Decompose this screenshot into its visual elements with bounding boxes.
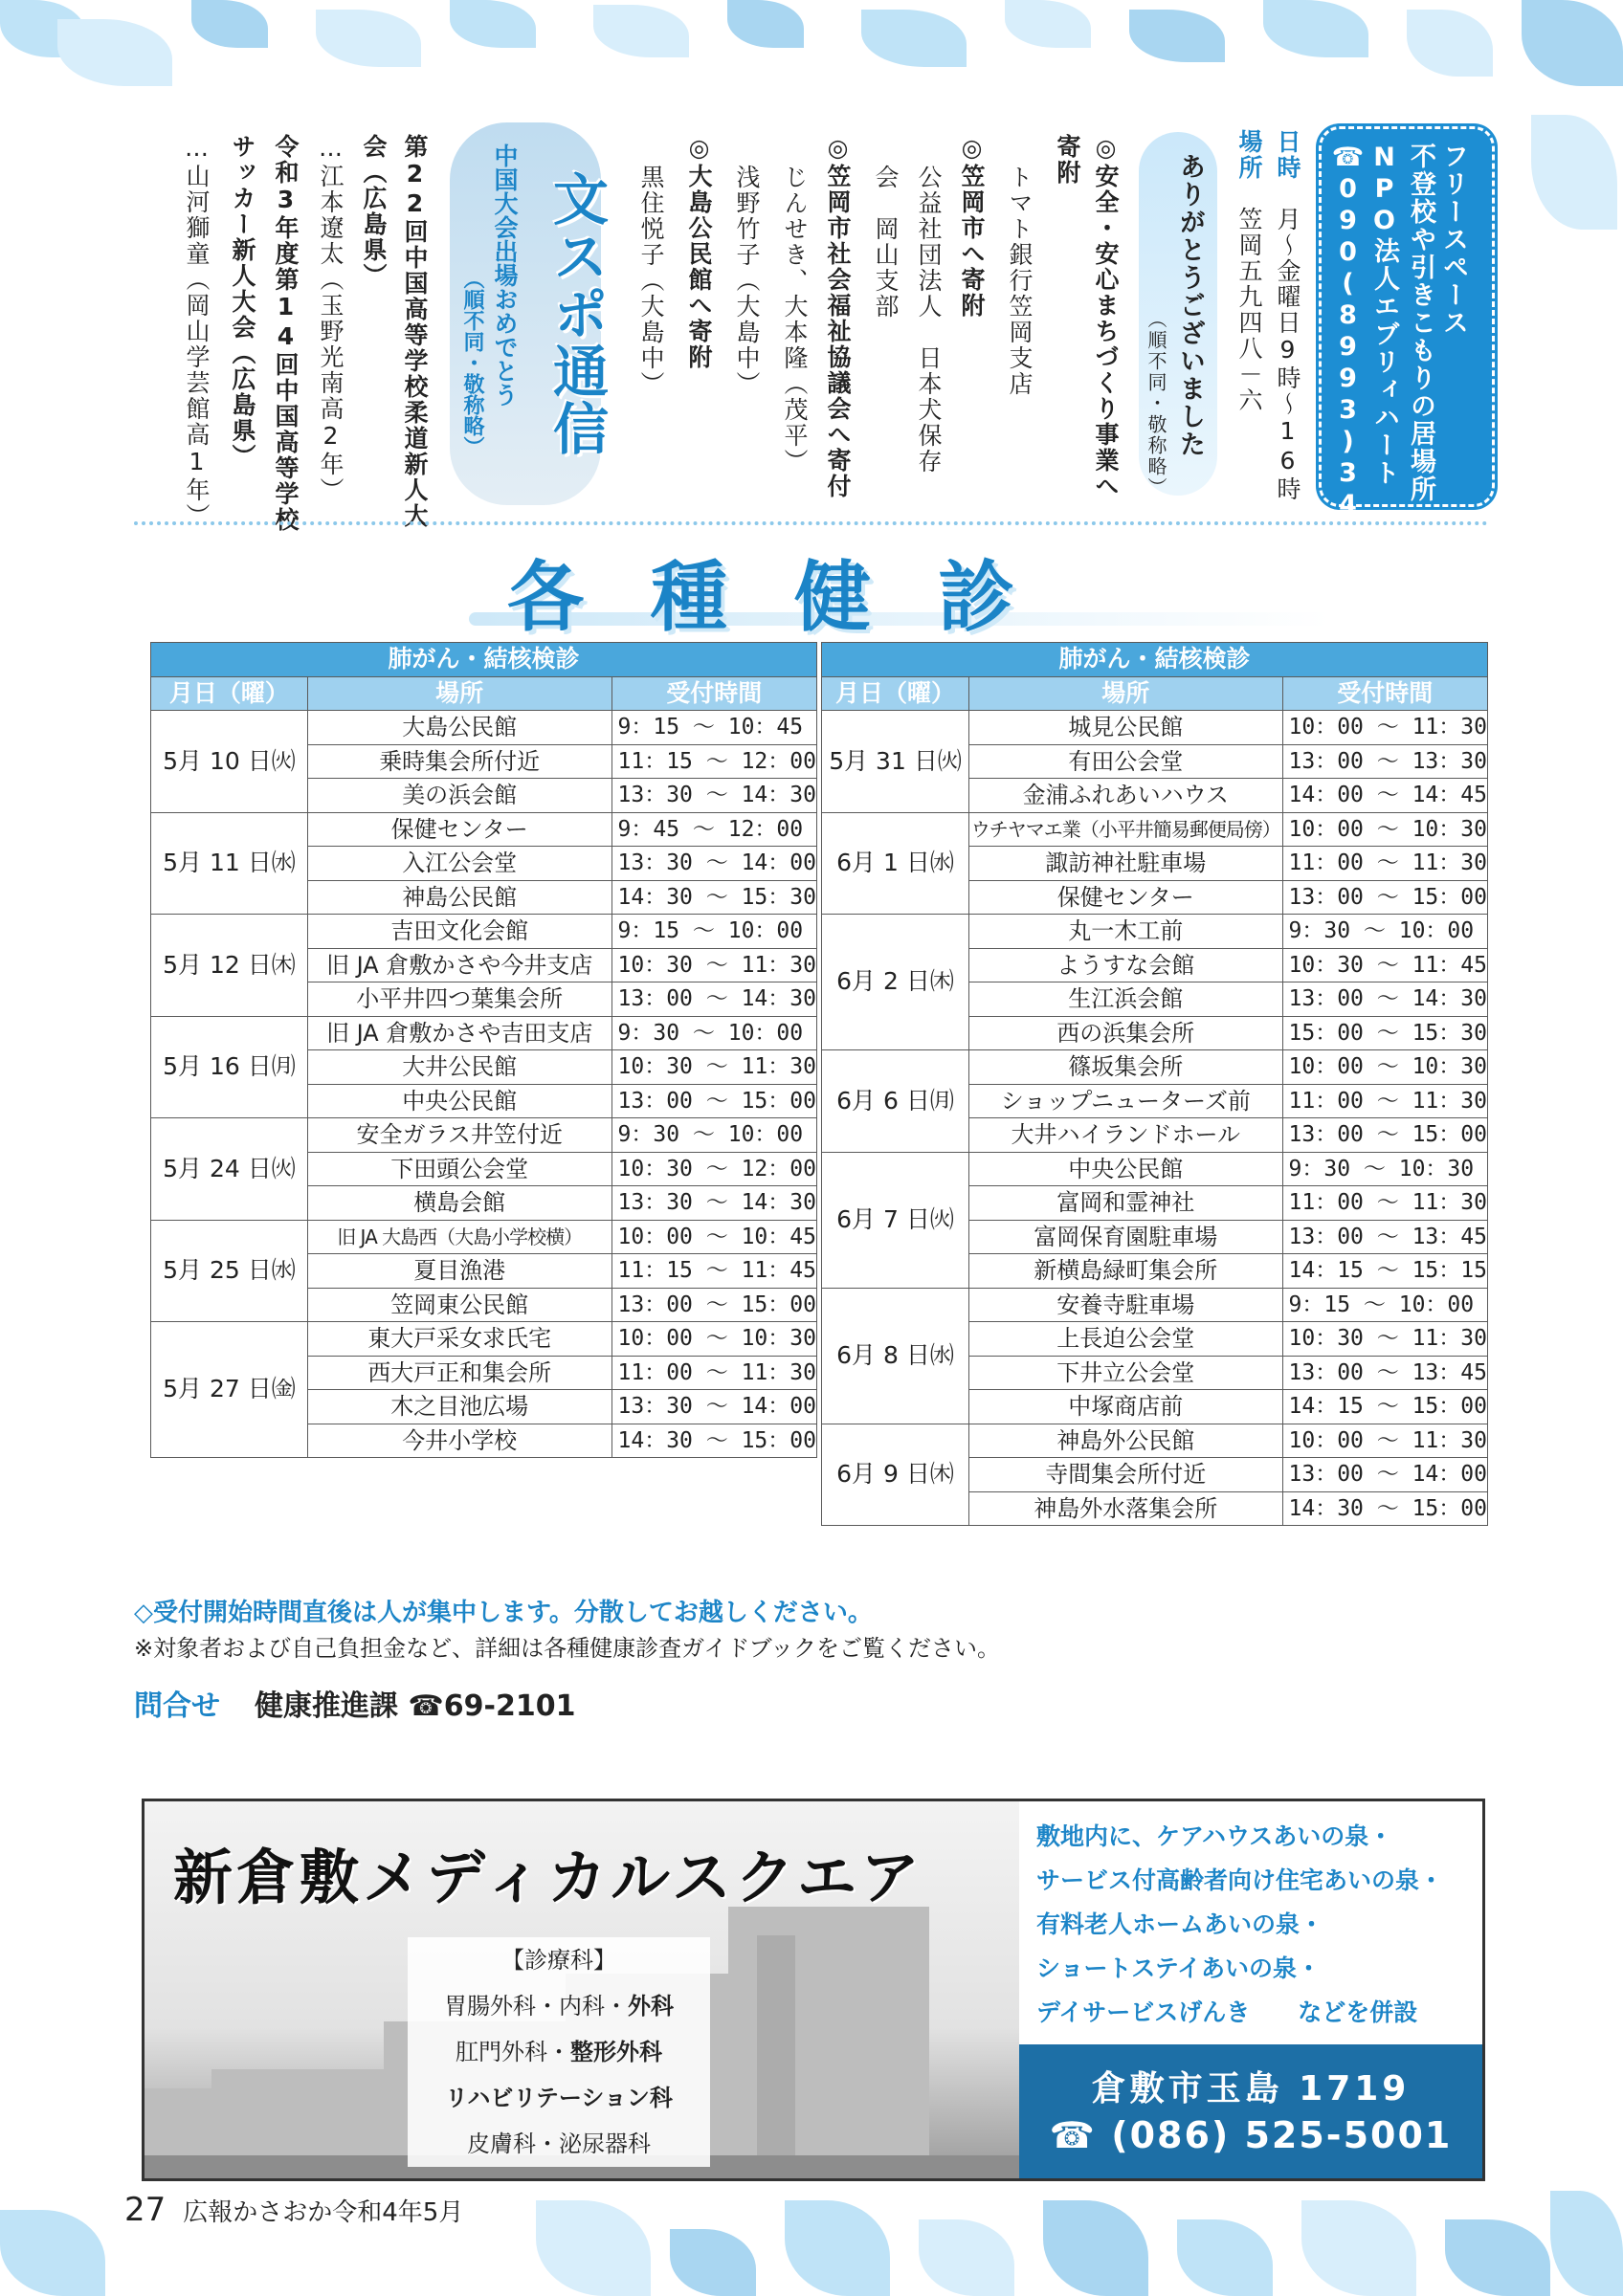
facility-item: ショートステイあいの泉・ xyxy=(1036,1954,1322,1982)
donor-1: トマト銀行笠岡支店 xyxy=(1006,165,1034,397)
clinic-phone: ☎ (086) 525-5001 xyxy=(1049,2114,1453,2156)
time-cell: 10：00 ～ 10：45 xyxy=(611,1220,817,1254)
table-row xyxy=(822,1288,1488,1322)
date-cell: 5月 11 日㈬ xyxy=(151,812,308,915)
time-cell: 13：00 ～ 15：00 xyxy=(611,1084,817,1118)
place-cell: 下田頭公会堂 xyxy=(307,1152,611,1186)
bunspo-subtitle: 中国大会出場おめでとう xyxy=(491,144,519,407)
department-line-4: 皮膚科・泌尿器科 xyxy=(467,2130,651,2157)
table-row xyxy=(822,915,1488,949)
date-cell: 5月 12 日㈭ xyxy=(151,915,308,1017)
section-divider xyxy=(134,521,1488,525)
time-cell: 13：00 ～ 13：45 xyxy=(1282,1220,1488,1254)
npo-free-space: フリースペース xyxy=(1438,143,1468,337)
place-cell: 木之目池広場 xyxy=(307,1390,611,1424)
place-cell: 美の浜会館 xyxy=(307,779,611,813)
table-row xyxy=(822,711,1488,745)
time-cell: 13：00 ～ 15：00 xyxy=(1282,880,1488,915)
inquiry-label: 問合せ xyxy=(134,1689,220,1723)
page-footer xyxy=(124,2191,463,2229)
column-header-date: 月日（曜） xyxy=(822,676,969,711)
place-cell: 横島会館 xyxy=(307,1186,611,1221)
place-cell: 上長迫公会堂 xyxy=(969,1322,1282,1357)
place-cell: 乗時集会所付近 xyxy=(307,744,611,779)
place-cell: 保健センター xyxy=(307,812,611,847)
npo-phone: ☎090(8993)3480 xyxy=(1333,143,1363,585)
bunspo-event-2b: サッカー新人大会（広島県） xyxy=(229,134,256,470)
clinic-address: 倉敷市玉島 1719 xyxy=(1091,2069,1411,2108)
place-cell: 新横島緑町集会所 xyxy=(969,1254,1282,1289)
time-cell: 10：00 ～ 10：30 xyxy=(1282,812,1488,847)
time-cell: 11：00 ～ 11：30 xyxy=(611,1356,817,1390)
thanks-note: （順不同・敬称略） xyxy=(1145,309,1167,498)
place-cell: 神島外水落集会所 xyxy=(969,1491,1282,1526)
column-header-date: 月日（曜） xyxy=(151,676,308,711)
place-cell: 保健センター xyxy=(969,880,1282,915)
donor-5: 黒住悦子（大島中） xyxy=(637,165,665,397)
place-cell: 中塚商店前 xyxy=(969,1390,1282,1424)
time-cell: 9：30 ～ 10：00 xyxy=(611,1118,817,1153)
clinic-name: 新倉敷メディカルスクエア xyxy=(173,1843,923,1912)
time-cell: 13：00 ～ 15：00 xyxy=(1282,1118,1488,1153)
schedule-table-left xyxy=(150,642,817,1458)
donation-header-4: ◎大島公民館へ寄附 xyxy=(685,134,713,370)
time-cell: 13：30 ～ 14：00 xyxy=(611,1390,817,1424)
table-row xyxy=(151,812,817,847)
place-cell: ショップニューターズ前 xyxy=(969,1084,1282,1118)
time-cell: 9：15 ～ 10：00 xyxy=(1282,1288,1488,1322)
place-cell: 城見公民館 xyxy=(969,711,1282,745)
department-title: 【診療科】 xyxy=(501,1947,616,1974)
place-cell: 大井公民館 xyxy=(307,1050,611,1085)
place-cell: 小平井四つ葉集会所 xyxy=(307,982,611,1017)
time-cell: 9：15 ～ 10：45 xyxy=(611,711,817,745)
place-cell: 安養寺駐車場 xyxy=(969,1288,1282,1322)
kenshin-title: 各種健診 xyxy=(507,553,1081,642)
contact-box xyxy=(1019,2044,1482,2178)
table-section-title: 肺がん・結核検診 xyxy=(822,643,1488,677)
time-cell: 11：00 ～ 11：30 xyxy=(1282,847,1488,881)
time-cell: 13：30 ～ 14：30 xyxy=(611,779,817,813)
table-row xyxy=(151,1220,817,1254)
time-cell: 11：00 ～ 11：30 xyxy=(1282,1186,1488,1221)
time-cell: 9：30 ～ 10：00 xyxy=(611,1016,817,1050)
bunspo-athlete-2: …山河獅童（岡山学芸館高1年） xyxy=(183,134,211,529)
place-cell: 有田公会堂 xyxy=(969,744,1282,779)
place-cell: 下井立公会堂 xyxy=(969,1356,1282,1390)
npo-description: 不登校や引きこもりの居場所 xyxy=(1406,143,1435,503)
time-cell: 9：45 ～ 12：00 xyxy=(611,812,817,847)
department-line-2: 肛門外科・整形外科 xyxy=(456,2039,662,2065)
time-cell: 13：00 ～ 14：30 xyxy=(611,982,817,1017)
date-cell: 6月 6 日㈪ xyxy=(822,1050,969,1153)
column-header-place: 場所 xyxy=(969,676,1282,711)
place-cell: 富岡保育園駐車場 xyxy=(969,1220,1282,1254)
place-cell: 旧 JA 倉敷かさや今井支店 xyxy=(307,948,611,982)
inquiry-contact: 健康推進課 ☎69-2101 xyxy=(255,1689,576,1723)
time-cell: 10：30 ～ 12：00 xyxy=(611,1152,817,1186)
date-cell: 5月 10 日㈫ xyxy=(151,711,308,813)
place-cell: 旧 JA 倉敷かさや吉田支店 xyxy=(307,1016,611,1050)
date-cell: 6月 8 日㈬ xyxy=(822,1288,969,1424)
place-cell: 東大戸采女求氏宅 xyxy=(307,1322,611,1357)
table-row xyxy=(822,1424,1488,1458)
time-cell: 10：30 ～ 11：45 xyxy=(1282,948,1488,982)
date-cell: 5月 16 日㈪ xyxy=(151,1016,308,1118)
schedule-time: 日時 月～金曜日9時～16時 xyxy=(1274,129,1301,502)
donor-2b: 会 岡山支部 xyxy=(872,165,900,320)
time-cell: 13：00 ～ 15：00 xyxy=(611,1288,817,1322)
time-cell: 14：00 ～ 14：45 xyxy=(1282,779,1488,813)
time-cell: 9：15 ～ 10：00 xyxy=(611,915,817,949)
time-cell: 10：00 ～ 10：30 xyxy=(611,1322,817,1357)
inquiry xyxy=(134,1682,576,1724)
guidebook-notice: ※対象者および自己負担金など、詳細は各種健康診査ガイドブックをご覧ください。 xyxy=(134,1635,1000,1662)
time-cell: 10：30 ～ 11：30 xyxy=(611,948,817,982)
facility-item: 敷地内に、ケアハウスあいの泉・ xyxy=(1036,1822,1393,1850)
time-cell: 14：30 ～ 15：00 xyxy=(1282,1491,1488,1526)
place-cell: 中央公民館 xyxy=(307,1084,611,1118)
facility-item: デイサービスげんき などを併設 xyxy=(1036,1998,1418,2026)
date-cell: 5月 31 日㈫ xyxy=(822,711,969,813)
place-cell: 丸一木工前 xyxy=(969,915,1282,949)
time-cell: 14：30 ～ 15：00 xyxy=(611,1424,817,1458)
donor-2: 公益社団法人 日本犬保存 xyxy=(915,165,943,475)
time-cell: 10：00 ～ 11：30 xyxy=(1282,711,1488,745)
time-cell: 13：00 ～ 13：45 xyxy=(1282,1356,1488,1390)
advertisement xyxy=(142,1799,1485,2181)
table-row xyxy=(151,915,817,949)
bunspo-note: （順不同・敬称略） xyxy=(460,268,484,457)
schedule-table-right xyxy=(821,642,1488,1526)
place-cell: 今井小学校 xyxy=(307,1424,611,1458)
donor-4: 浅野竹子（大島中） xyxy=(733,165,761,397)
time-cell: 9：30 ～ 10：00 xyxy=(1282,915,1488,949)
schedule-place: 場所 笠岡五九四八－六 xyxy=(1235,129,1263,413)
table-row xyxy=(822,1050,1488,1085)
thanks-title: ありがとうございました xyxy=(1175,153,1205,458)
time-cell: 14：15 ～ 15：15 xyxy=(1282,1254,1488,1289)
place-cell: 神島公民館 xyxy=(307,880,611,915)
time-cell: 10：30 ～ 11：30 xyxy=(1282,1322,1488,1357)
column-header-time: 受付時間 xyxy=(1282,676,1488,711)
bunspo-event-1b: 会（広島県） xyxy=(360,134,388,289)
thanks-pill xyxy=(1139,132,1217,496)
place-cell: 篠坂集会所 xyxy=(969,1050,1282,1085)
place-cell: 金浦ふれあいハウス xyxy=(969,779,1282,813)
place-cell: 生江浜会館 xyxy=(969,982,1282,1017)
bunspo-event-1: 第22回中国高等学校柔道新人大 xyxy=(401,134,429,529)
date-cell: 5月 27 日㈮ xyxy=(151,1322,308,1458)
facility-item: サービス付高齢者向け住宅あいの泉・ xyxy=(1036,1866,1444,1894)
page-number: 27 xyxy=(124,2191,167,2229)
time-cell: 13：00 ～ 14：30 xyxy=(1282,982,1488,1017)
date-cell: 5月 24 日㈫ xyxy=(151,1118,308,1221)
department-line-3: リハビリテーション科 xyxy=(445,2085,673,2111)
table-row xyxy=(151,711,817,745)
donation-header-1: ◎安全・安心まちづくり事業へ xyxy=(1092,134,1120,499)
place-cell: 夏目漁港 xyxy=(307,1254,611,1289)
bunspo-event-2: 令和3年度第14回中国高等学校 xyxy=(272,134,300,533)
npo-name: NPO法人エブリィハート xyxy=(1369,143,1399,487)
time-cell: 14：15 ～ 15：00 xyxy=(1282,1390,1488,1424)
table-row xyxy=(151,1118,817,1153)
time-cell: 13：00 ～ 14：00 xyxy=(1282,1458,1488,1492)
place-cell: 中央公民館 xyxy=(969,1152,1282,1186)
place-cell: 笠岡東公民館 xyxy=(307,1288,611,1322)
place-cell: 吉田文化会館 xyxy=(307,915,611,949)
time-cell: 10：00 ～ 11：30 xyxy=(1282,1424,1488,1458)
time-cell: 13：30 ～ 14：30 xyxy=(611,1186,817,1221)
time-cell: 11：15 ～ 12：00 xyxy=(611,744,817,779)
date-cell: 6月 7 日㈫ xyxy=(822,1152,969,1288)
place-cell: ウチヤマエ業（小平井簡易郵便局傍） xyxy=(969,812,1282,847)
date-cell: 6月 1 日㈬ xyxy=(822,812,969,915)
department-box xyxy=(408,1937,710,2167)
time-cell: 10：30 ～ 11：30 xyxy=(611,1050,817,1085)
date-cell: 6月 9 日㈭ xyxy=(822,1424,969,1526)
time-cell: 14：30 ～ 15：30 xyxy=(611,880,817,915)
donation-header-3: ◎笠岡市社会福祉協議会へ寄付 xyxy=(824,134,852,499)
table-row xyxy=(822,1152,1488,1186)
time-cell: 13：00 ～ 13：30 xyxy=(1282,744,1488,779)
donor-3: じんせき、大本隆（茂平） xyxy=(781,165,809,475)
place-cell: 寺間集会所付近 xyxy=(969,1458,1282,1492)
publication-name: 広報かさおか令和4年5月 xyxy=(183,2198,464,2227)
donation-header-2: ◎笠岡市へ寄附 xyxy=(958,134,986,319)
npo-info-box xyxy=(1319,126,1495,585)
table-section-title: 肺がん・結核検診 xyxy=(151,643,817,677)
place-cell: 安全ガラス井笠付近 xyxy=(307,1118,611,1153)
date-cell: 6月 2 日㈭ xyxy=(822,915,969,1050)
donation-header-1b: 寄附 xyxy=(1054,134,1081,186)
time-cell: 11：00 ～ 11：30 xyxy=(1282,1084,1488,1118)
column-header-place: 場所 xyxy=(307,676,611,711)
table-row xyxy=(151,1016,817,1050)
time-cell: 15：00 ～ 15：30 xyxy=(1282,1016,1488,1050)
place-cell: 旧 JA 大島西（大島小学校横） xyxy=(307,1220,611,1254)
place-cell: 入江公会堂 xyxy=(307,847,611,881)
date-cell: 5月 25 日㈬ xyxy=(151,1220,308,1322)
place-cell: 神島外公民館 xyxy=(969,1424,1282,1458)
time-cell: 9：30 ～ 10：30 xyxy=(1282,1152,1488,1186)
place-cell: 西の浜集会所 xyxy=(969,1016,1282,1050)
time-cell: 10：00 ～ 10：30 xyxy=(1282,1050,1488,1085)
column-header-time: 受付時間 xyxy=(611,676,817,711)
place-cell: 大島公民館 xyxy=(307,711,611,745)
time-cell: 13：30 ～ 14：00 xyxy=(611,847,817,881)
time-cell: 11：15 ～ 11：45 xyxy=(611,1254,817,1289)
table-row xyxy=(822,812,1488,847)
bunspo-title: 文スポ通信 xyxy=(544,170,609,457)
facility-list xyxy=(1019,1801,1482,2044)
facility-item: 有料老人ホームあいの泉・ xyxy=(1036,1910,1324,1938)
bunspo-athlete-1: …江本遼太（玉野光南高2年） xyxy=(317,134,345,503)
place-cell: ようすな会館 xyxy=(969,948,1282,982)
place-cell: 西大戸正和集会所 xyxy=(307,1356,611,1390)
crowd-notice: ◇受付開始時間直後は人が集中します。分散してお越しください。 xyxy=(134,1599,873,1627)
table-row xyxy=(151,1322,817,1357)
place-cell: 大井ハイランドホール xyxy=(969,1118,1282,1153)
place-cell: 諏訪神社駐車場 xyxy=(969,847,1282,881)
place-cell: 富岡和霊神社 xyxy=(969,1186,1282,1221)
department-line-1: 胃腸外科・内科・外科 xyxy=(444,1993,674,2020)
